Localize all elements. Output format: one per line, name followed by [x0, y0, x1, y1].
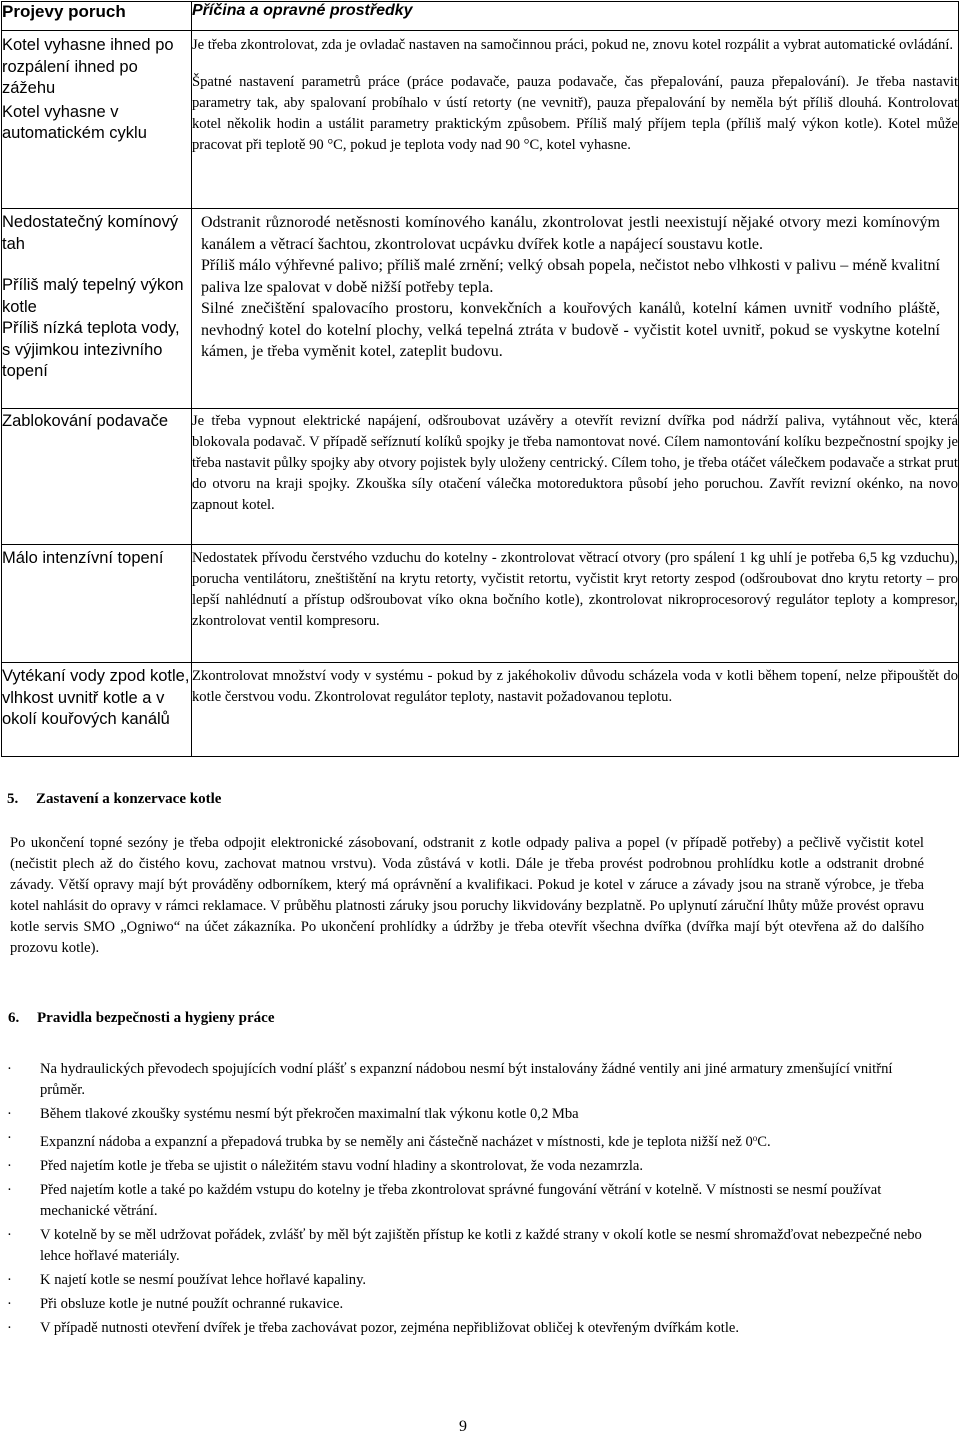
table-row [2, 409, 959, 545]
section-number: 6. [8, 1010, 20, 1026]
list-item-text: K najetí kotle se nesmí používat lehce hořlavé kapaliny. [40, 1272, 367, 1288]
symptom-cell [2, 209, 192, 409]
remedy-text: Je třeba zkontrolovat, zda je ovladač nastaven na samočinnou práci, pokud ne, znovu kotel rozpálit a vybrat automatické ovládání. [192, 37, 954, 53]
symptom-text: Příliš malý tepelný výkon kotle [2, 276, 184, 316]
section-title: Zastavení a konzervace kotle [36, 791, 222, 807]
list-item [0, 1318, 930, 1339]
symptom-text: Příliš nízká teplota vody, s výjimkou intezivního topení [2, 319, 180, 380]
bullet: · [7, 1272, 12, 1288]
table-row [2, 663, 959, 757]
list-item-text: V případě nutnosti otevření dvířek je třeba zachovávat pozor, zejména nepřibližovat obličej k otevřeným dvířkám kotle. [40, 1320, 739, 1336]
symptom-text: Vytékaní vody zpod kotle, vlhkost uvnitř kotle a v okolí kouřových kanálů [2, 667, 190, 728]
remedy-cell [192, 31, 959, 209]
safety-rules-list [0, 1059, 930, 1342]
header-symptoms: Projevy poruch [2, 2, 192, 31]
bullet: · [7, 1320, 12, 1336]
section-title: Pravidla bezpečnosti a hygieny práce [37, 1010, 275, 1026]
table-header-row [2, 2, 959, 31]
remedy-cell [192, 409, 959, 545]
symptom-cell [2, 545, 192, 663]
bullet: · [7, 1296, 12, 1312]
bullet: · [7, 1158, 12, 1174]
remedy-text: Odstranit různorodé netěsnosti komínového kanálu, zkontrolovat jestli neexistují nějaké otvory mezi komínovým kanálem a větrací šachtou, zkontrolovat ucpávku dvířek kotle a napájecí soustavu kotle. [201, 214, 940, 253]
remedy-text: Silné znečištění spalovacího prostoru, konvekčních a kouřových kanálů, kotelní kámen uvnitř vodního pláště, nevhodný kotel do kotelní plochy, velká tepelná ztráta v budově - vyčistit kotel uvnitř, pokud se vyskytne kotelní kámen, je třeba vyměnit kotel, zateplit budovu. [201, 300, 940, 360]
table-row [2, 545, 959, 663]
table-row [2, 209, 959, 409]
bullet: · [7, 1106, 12, 1122]
list-item [0, 1156, 930, 1177]
remedy-cell [192, 663, 959, 757]
list-item [0, 1294, 930, 1315]
remedy-cell [192, 545, 959, 663]
remedy-cell [192, 209, 959, 409]
header-causes-remedies: Příčina a opravné prostředky [192, 2, 959, 31]
symptom-text: Nedostatečný komínový tah [2, 213, 179, 253]
symptom-cell [2, 409, 192, 545]
bullet: · [7, 1227, 12, 1243]
list-item [0, 1225, 930, 1267]
symptom-cell [2, 663, 192, 757]
list-item [0, 1270, 930, 1291]
remedy-text: Příliš málo výhřevné palivo; příliš malé zrnění; velký obsah popela, nečistot nebo vlhkosti v palivu – méně kvalitní paliva lze spalovat v době nižší potřeby tepla. [201, 257, 940, 296]
list-item [0, 1104, 930, 1125]
list-item [0, 1180, 930, 1222]
list-item-text: Expanzní nádoba a expanzní a přepadová trubka by se neměly ani částečně nacházet v místnosti, kde je teplota nižší než 0 [40, 1134, 753, 1150]
bullet: · [7, 1130, 12, 1146]
section-6-heading [8, 1010, 274, 1027]
page-number: 9 [459, 1418, 467, 1435]
bullet: · [7, 1182, 12, 1198]
remedy-text: Nedostatek přívodu čerstvého vzduchu do kotelny - zkontrolovat větrací otvory (pro spálení 1 kg uhlí je potřeba 6,5 kg vzduchu), porucha ventilátoru, zneštištění na krytu retorty, vyčistit retortu, vyčistit kryt retorty zespod (odšroubovat dno krytu retorty – pro lepší nahlédnutí a přístup odšroubovat víko okna bočního kotle), zkontrolovat nikroprocesorový regulátor teploty a kompresor, zkontrolovat ventil kompresoru. [192, 550, 958, 629]
list-item-text: Při obsluze kotle je nutné použít ochranné rukavice. [40, 1296, 344, 1312]
list-item-text: Během tlakové zkoušky systému nesmí být překročen maximalní tlak výkonu kotle 0,2 Mba [40, 1106, 579, 1122]
table-row [2, 31, 959, 209]
list-item-text: V kotelně by se měl udržovat pořádek, zvlášť by měl být zajištěn přístup ke kotli z každé strany v okolí kotle se nesmí shromažďovat nebezpečné nebo lehce hořlavé materiály. [40, 1227, 922, 1264]
list-item-text: Na hydraulických převodech spojujících vodní plášť s expanzní nádobou nesmí být instalovány žádné ventily ani jiné armatury zmenšující vnitřní průměr. [40, 1061, 893, 1098]
symptom-text: Zablokování podavače [2, 412, 169, 430]
list-item-text: Před najetím kotle je třeba se ujistit o náležitém stavu vodní hladiny a skontrolovat, že voda nezamrzla. [40, 1158, 644, 1174]
section-5-paragraph: Po ukončení topné sezóny je třeba odpojit elektronické zásobovaní, odstranit z kotle odpady paliva a popel (v případě potřeby) a pečlivě vyčistit kotel (nečistit plech až do čistého kovu, zachovat matnou vrstvu). Voda zůstává v kotli. Dále je třeba provést podrobnou prohlídku kotle a odstranit drobné závady. Větší opravy mají být prováděny odborníkem, který má oprávnění a kvalifikaci. Pokud je kotel v záruce a závady jsou na straně výrobce, je třeba kotel nahlásit do opravy v rámci reklamace. V průběhu platnosti záruky jsou poruchy likvidovány bezplatně. Po uplynutí záruční lhůty může provést opravu kotle servis SMO „Ogniwo“ na účet zákazníka. Po ukončení prohlídky a údržby je třeba otevřít všechna dvířka (dvířka mají být otevřena až do dalšího prozovu kotle). [10, 835, 924, 956]
remedy-text: Zkontrolovat množství vody v systému - pokud by z jakéhokoliv důvodu scházela voda v kotli během topení, nelze připouštět do kotle čerstvou vodu. Zkontrolovat regulátor teploty, nastavit požadovanou teplotu. [192, 668, 958, 705]
degree-unit: C. [757, 1134, 771, 1150]
remedy-text: Je třeba vypnout elektrické napájení, odšroubovat uzávěry a otevřít revizní dvířka pod nádrží paliva, vytáhnout věc, která blokovala podavač. V případě seříznutí kolíků spojky je třeba namontovat nové. Cílem namontování kolíku bezpečnostní spojky je třeba nastavit půlky spojky aby otvory pojistek byly uloženy centrický. Cílem toho, je třeba otáčet válečkem podavače a strkat prut do otvoru na kraji spojky. Zkouška síly otačení válečka motoreduktora působí jeho poruchou. Zavřít revizní okénko, na novo zapnout kotel. [192, 413, 958, 513]
bullet: · [7, 1061, 12, 1077]
list-item [0, 1059, 930, 1101]
degree-superscript: o [752, 1133, 758, 1143]
fault-table [1, 1, 959, 757]
remedy-text: Špatné nastavení parametrů práce (práce podavače, pauza podavače, čas přepalování, pauza přepalování). Je třeba nastavit parametry tak, aby spalovaní probíhalo v ústí retorty (ne vevnitř), pauza přepalování by neměla být příliš dlouhá. Kontrolovat kotel několik hodin a ustálit parametry praktickým způsobem. Příliš malý příjem tepla (příliš malý výkon kotle). Kotel může pracovat při teplotě 90 °C, pokud je teplota vody nad 90 °C, kotel vyhasne. [192, 74, 958, 153]
symptom-cell [2, 31, 192, 209]
list-item [0, 1128, 930, 1153]
section-5-heading [7, 791, 221, 808]
list-item-text: Před najetím kotle a také po každém vstupu do kotelny je třeba zkontrolovat správné fungování větrání v kotelně. V místnosti se nesmí používat mechanické větrání. [40, 1182, 882, 1219]
section-number: 5. [7, 791, 19, 807]
symptom-text: Kotel vyhasne ihned po rozpálení ihned po zážehu [2, 36, 174, 97]
symptom-text: Kotel vyhasne v automatickém cyklu [2, 102, 147, 142]
symptom-text: Málo intenzívní topení [2, 549, 164, 567]
